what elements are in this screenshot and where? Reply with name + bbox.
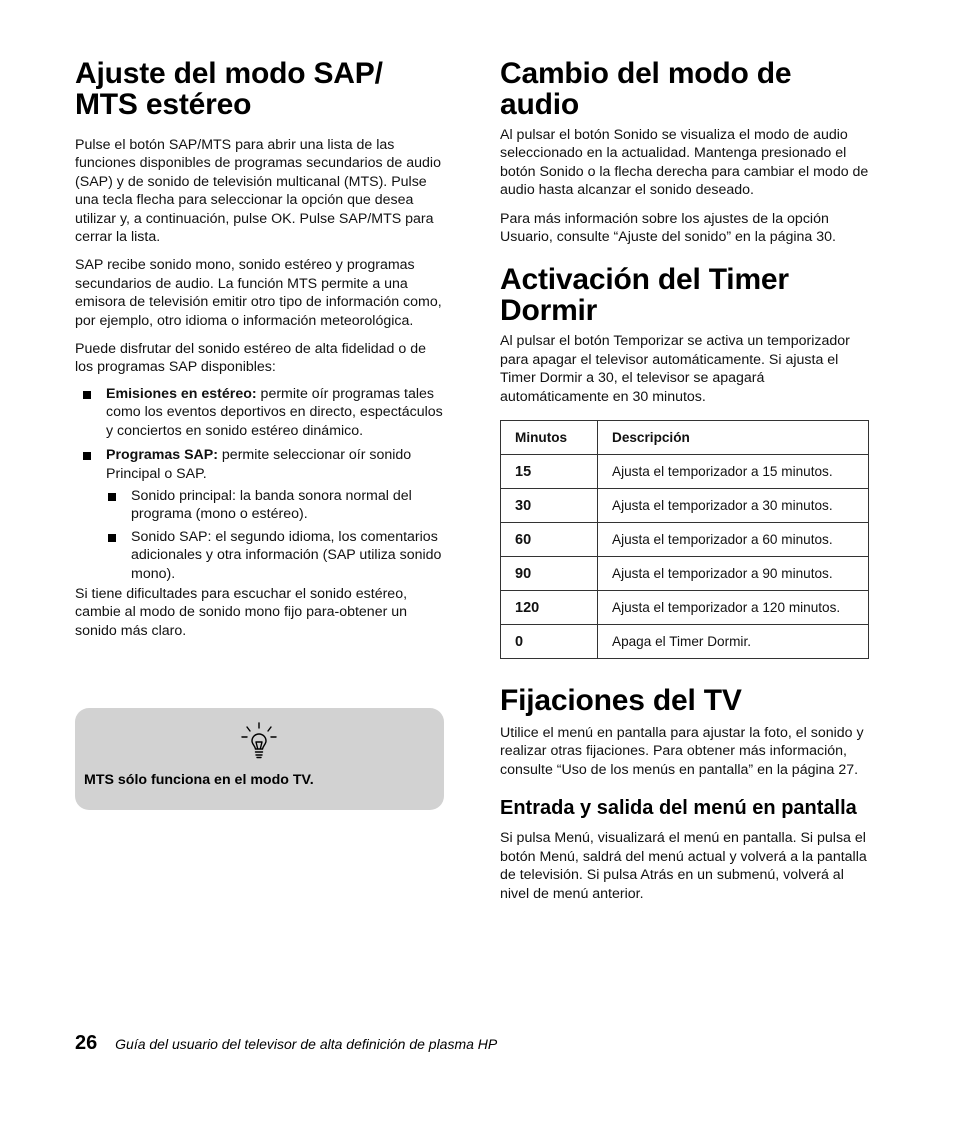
bullet-stereo [75, 385, 443, 440]
tip-text: MTS sólo funciona en el modo TV. [84, 772, 314, 788]
table-row [501, 591, 869, 625]
table-cell-minutes: 15 [501, 455, 598, 489]
page-number: 26 [75, 1032, 98, 1054]
left-column [75, 58, 443, 650]
table-header-minutes: Minutos [501, 421, 598, 455]
table-row [501, 455, 869, 489]
table-cell-description: Ajusta el temporizador a 60 minutos. [598, 523, 869, 557]
timer-table [500, 420, 869, 659]
table-cell-minutes: 60 [501, 523, 598, 557]
heading-sap-mts: Ajuste del modo SAP/ MTS estéreo [75, 57, 383, 121]
heading-tv-settings: Fijaciones del TV [500, 684, 742, 718]
table-cell-minutes: 120 [501, 591, 598, 625]
table-row [501, 523, 869, 557]
footer-text: Guía del usuario del televisor de alta definición de plasma HP [115, 1036, 498, 1052]
right-column [500, 58, 869, 913]
tip-box [75, 708, 444, 810]
table-row [501, 625, 869, 659]
bullet-sap [75, 446, 443, 483]
table-row [501, 489, 869, 523]
bullet-sap-text: permite seleccionar oír sonido Principal o SAP. [106, 447, 412, 482]
table-cell-description: Ajusta el temporizador a 90 minutos. [598, 557, 869, 591]
table-cell-description: Ajusta el temporizador a 15 minutos. [598, 455, 869, 489]
table-row [501, 557, 869, 591]
paragraph-audio-user: Para más información sobre los ajustes de la opción Usuario, consulte “Ajuste del sonido” en la página 30. [500, 210, 836, 246]
paragraph-sap-description: SAP recibe sonido mono, sonido estéreo y programas secundarios de audio. La función MTS permite a una emisora de televisión emitir otro tipo de información como, por ejemplo, otro idioma o información meteorológica. [75, 257, 442, 329]
bullet-stereo-label: Emisiones en estéreo: [106, 385, 257, 402]
table-cell-minutes: 0 [501, 625, 598, 659]
table-cell-minutes: 30 [501, 489, 598, 523]
page-footer [75, 1032, 497, 1055]
paragraph-mono-tip: Si tiene dificultades para escuchar el sonido estéreo, cambie al modo de sonido mono fijo para-obtener un sonido más claro. [75, 585, 408, 639]
bullet-stereo-text: permite oír programas tales como los eventos deportivos en directo, espectáculos y conciertos en sonido estéreo dinámico. [106, 385, 443, 439]
lightbulb-icon [241, 722, 277, 760]
table-header-description: Descripción [598, 421, 869, 455]
paragraph-sap-enjoy: Puede disfrutar del sonido estéreo de alta fidelidad o de los programas SAP disponibles: [75, 341, 426, 376]
bullet-sap-label: Programas SAP: [106, 447, 218, 464]
sub-bullet-main-sound: Sonido principal: la banda sonora normal del programa (mono o estéreo). [100, 487, 443, 524]
paragraph-tv-settings: Utilice el menú en pantalla para ajustar la foto, el sonido y realizar otras fijaciones. Para obtener más información, consulte “Uso de los menús en pantalla” en la página 27. [500, 725, 864, 778]
subheading-menu: Entrada y salida del menú en pantalla [500, 797, 857, 820]
table-cell-description: Ajusta el temporizador a 120 minutos. [598, 591, 869, 625]
paragraph-sap-intro: Pulse el botón SAP/MTS para abrir una lista de las funciones disponibles de programas secundarios de audio (SAP) y de sonido de televisión multicanal (MTS). Pulse una tecla flecha para seleccionar la opción que desea utilizar y, a continuación, pulse OK. Pulse SAP/MTS para cerrar la lista. [75, 137, 441, 246]
heading-sleep-timer: Activación del Timer Dormir [500, 263, 789, 328]
paragraph-menu: Si pulsa Menú, visualizará el menú en pantalla. Si pulsa el botón Menú, saldrá del menú actual y volverá a la pantalla de televisión. Si pulsa Atrás en un submenú, volverá al nivel de menú anterior. [500, 830, 867, 902]
heading-audio-mode: Cambio del modo de audio [500, 57, 792, 121]
table-cell-description: Ajusta el temporizador a 30 minutos. [598, 489, 869, 523]
table-cell-description: Apaga el Timer Dormir. [598, 625, 869, 659]
paragraph-audio-mode: Al pulsar el botón Sonido se visualiza el modo de audio seleccionado en la actualidad. Mantenga presionado el botón Sonido o la flecha derecha para cambiar el modo de audio hasta alcanzar el sonido deseado. [500, 127, 869, 199]
table-cell-minutes: 90 [501, 557, 598, 591]
sub-bullet-sap-sound: Sonido SAP: el segundo idioma, los comentarios adicionales y otra información (SAP utiliza sonido mono). [100, 528, 443, 583]
paragraph-sleep-timer: Al pulsar el botón Temporizar se activa un temporizador para apagar el televisor automáticamente. Si ajusta el Timer Dormir a 30, el televisor se apagará automáticamente en 30 minutos. [500, 333, 850, 405]
table-header-row [501, 421, 869, 455]
